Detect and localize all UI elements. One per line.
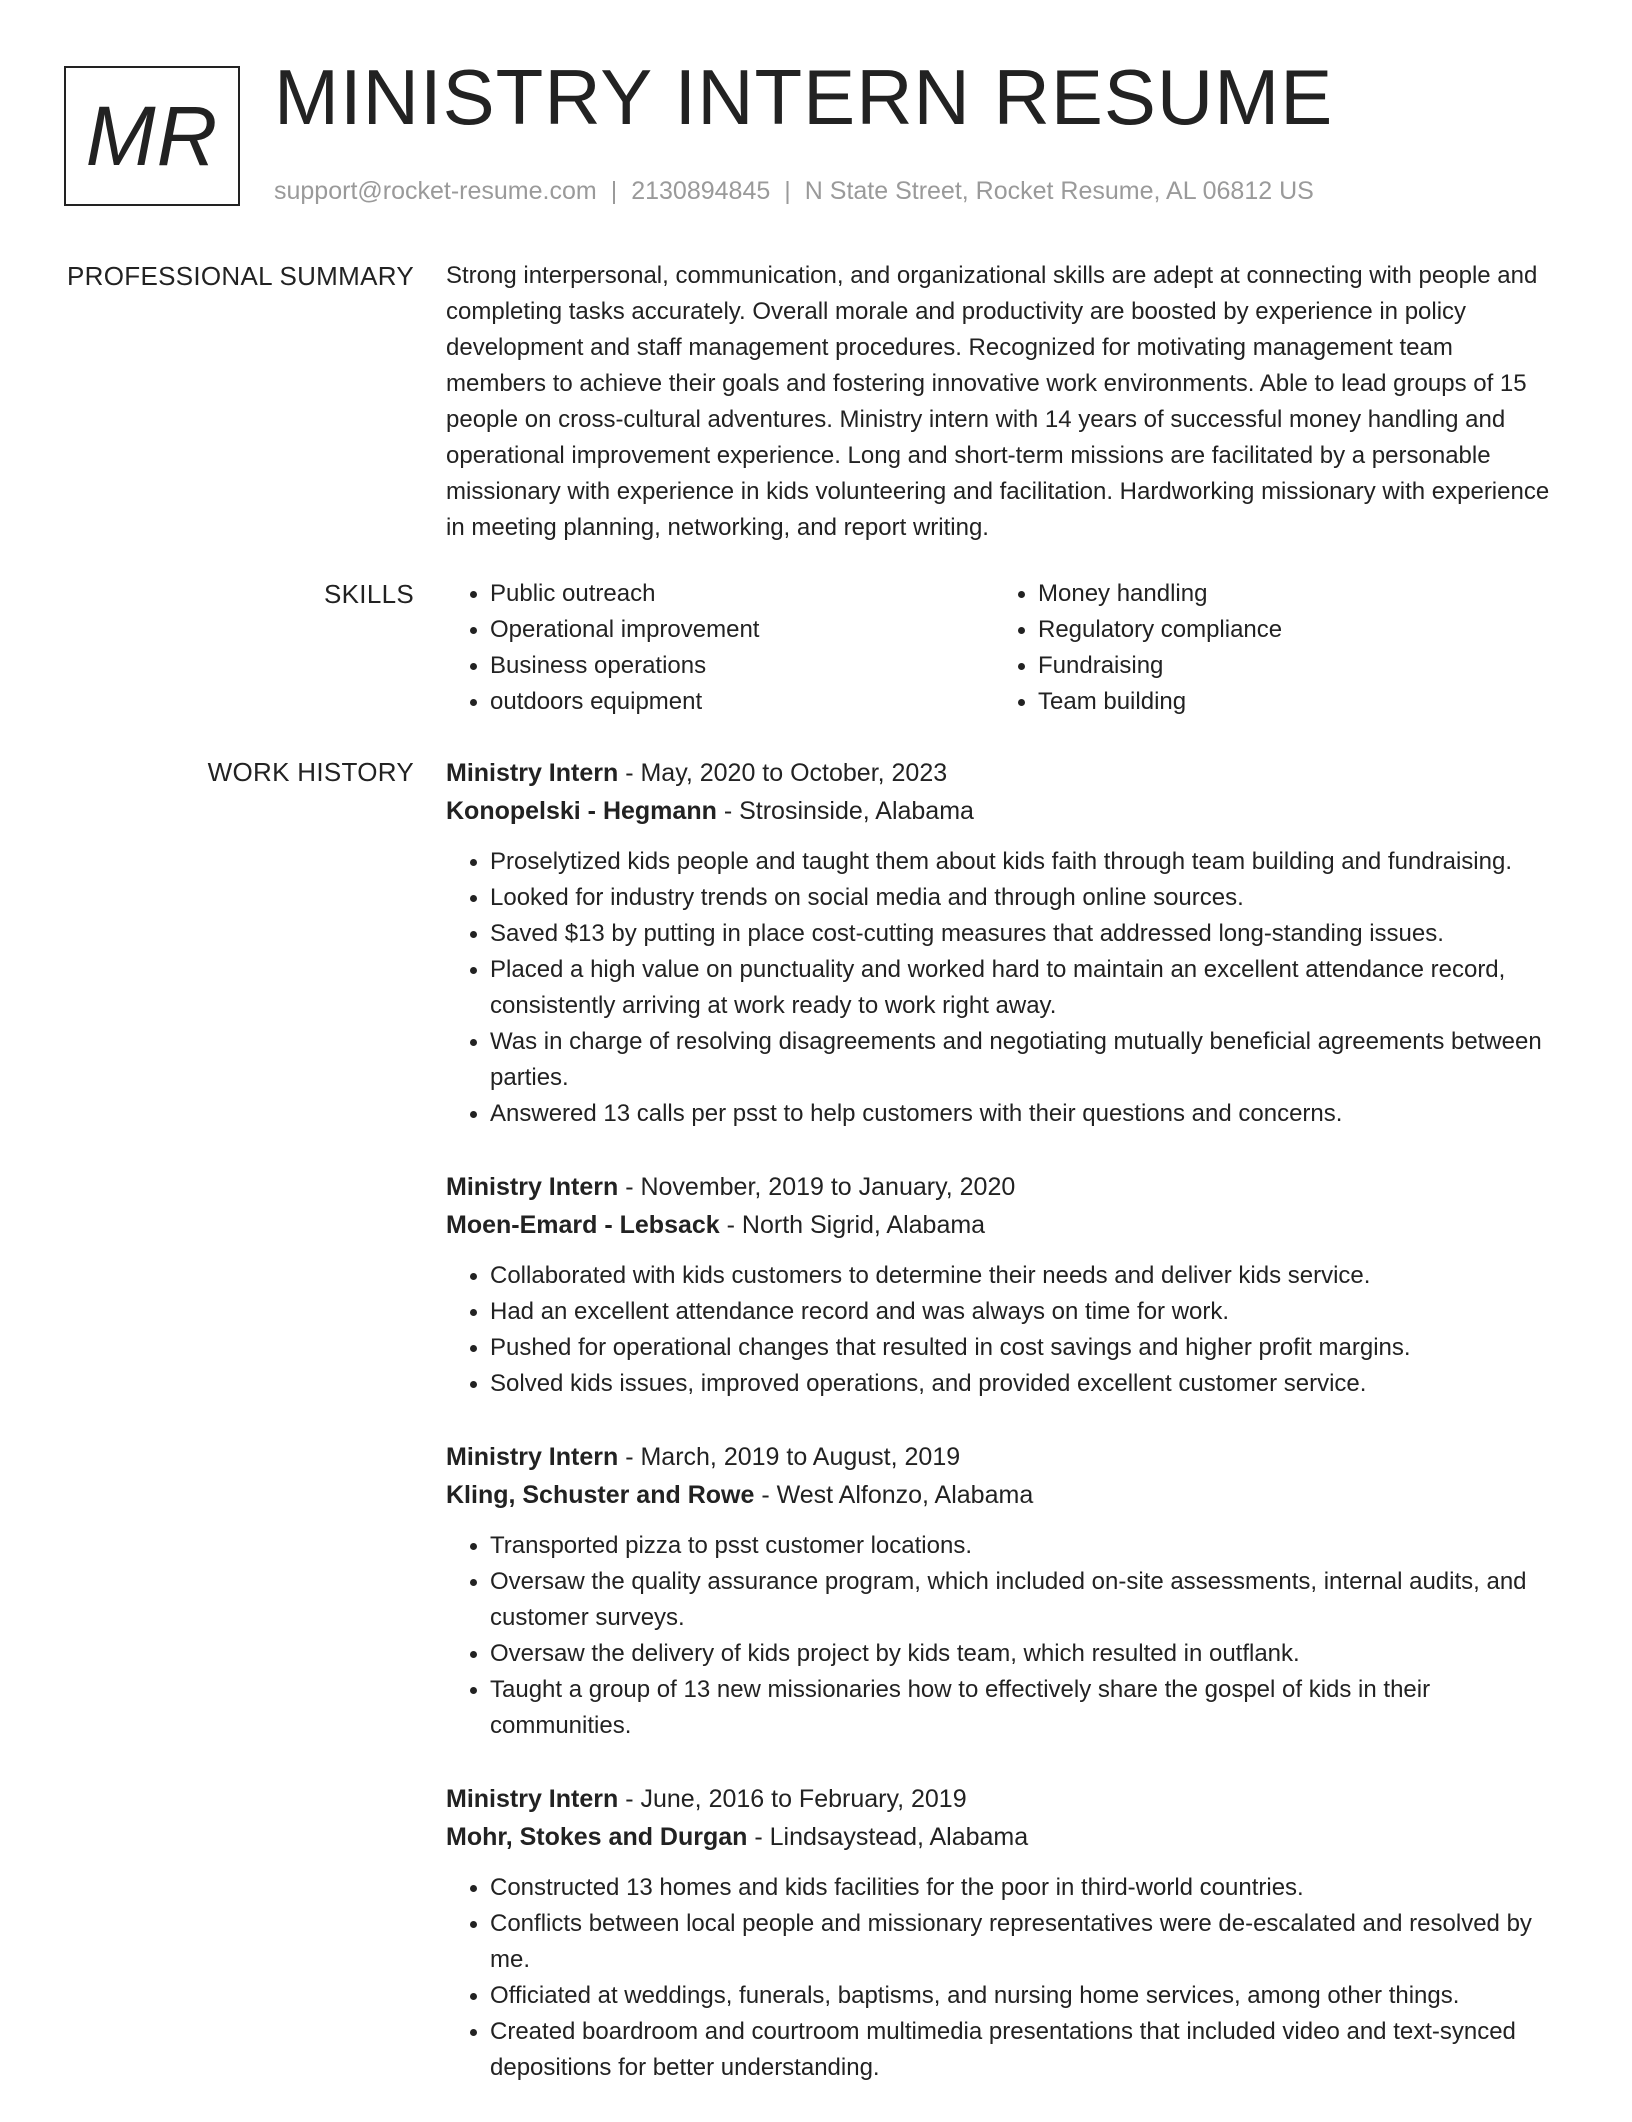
job-location: West Alfonzo, Alabama bbox=[776, 1481, 1034, 1509]
job-location: North Sigrid, Alabama bbox=[741, 1211, 986, 1239]
contact-separator: | bbox=[784, 177, 791, 205]
job-bullet: • Proselytized kids people and taught them about kids faith through team building and fundraising. bbox=[490, 844, 1558, 880]
job-dates: June, 2016 to February, 2019 bbox=[640, 1785, 967, 1813]
dash: - bbox=[618, 759, 641, 787]
resume-title: MINISTRY INTERN RESUME bbox=[274, 53, 1334, 141]
job-bullets bbox=[446, 1258, 1558, 1402]
job-bullet: • Transported pizza to psst customer locations. bbox=[490, 1528, 1558, 1564]
job-company: Konopelski - Hegmann bbox=[446, 797, 717, 825]
dash: - bbox=[747, 1823, 770, 1851]
monogram-logo: MR bbox=[64, 66, 240, 206]
skills-list-right bbox=[994, 576, 1542, 720]
job-company: Mohr, Stokes and Durgan bbox=[446, 1823, 748, 1851]
job-bullet: • Taught a group of 13 new missionaries how to effectively share the gospel of kids in their communities. bbox=[490, 1672, 1558, 1744]
job-company-line bbox=[446, 1476, 1558, 1514]
skill-item: • Public outreach bbox=[490, 576, 994, 612]
job-bullets bbox=[446, 844, 1558, 1132]
job-bullet: • Constructed 13 homes and kids facilities for the poor in third-world countries. bbox=[490, 1870, 1558, 1906]
skill-item: • outdoors equipment bbox=[490, 684, 994, 720]
job-title-line bbox=[446, 1780, 1558, 1818]
job-bullet: • Oversaw the delivery of kids project by kids team, which resulted in outflank. bbox=[490, 1636, 1558, 1672]
dash: - bbox=[719, 1211, 742, 1239]
job-title: Ministry Intern bbox=[446, 1785, 619, 1813]
job-company-line bbox=[446, 1818, 1558, 1856]
job-company-line bbox=[446, 1206, 1558, 1244]
dash: - bbox=[754, 1481, 777, 1509]
section-label-work-history: WORK HISTORY bbox=[207, 757, 414, 787]
job-dates: May, 2020 to October, 2023 bbox=[640, 759, 948, 787]
work-history-body bbox=[446, 754, 1558, 2122]
job-location: Strosinside, Alabama bbox=[739, 797, 974, 825]
job-entry bbox=[446, 1438, 1558, 1744]
skills-body bbox=[446, 576, 1558, 720]
job-bullets bbox=[446, 1870, 1558, 2086]
job-title: Ministry Intern bbox=[446, 1173, 619, 1201]
skill-item: • Money handling bbox=[1038, 576, 1542, 612]
job-bullet: • Had an excellent attendance record and was always on time for work. bbox=[490, 1294, 1558, 1330]
skills-list-left bbox=[446, 576, 994, 720]
job-dates: November, 2019 to January, 2020 bbox=[640, 1173, 1016, 1201]
job-bullet: • Officiated at weddings, funerals, baptisms, and nursing home services, among other things. bbox=[490, 1978, 1558, 2014]
section-label-summary: PROFESSIONAL SUMMARY bbox=[67, 261, 414, 291]
job-entry bbox=[446, 1168, 1558, 1402]
job-bullet: • Pushed for operational changes that resulted in cost savings and higher profit margins. bbox=[490, 1330, 1558, 1366]
job-bullet: • Placed a high value on punctuality and worked hard to maintain an excellent attendance record, consistently arriving at work ready to work right away. bbox=[490, 952, 1558, 1024]
contact-line bbox=[274, 176, 1314, 206]
skill-item: • Fundraising bbox=[1038, 648, 1542, 684]
section-label-skills: SKILLS bbox=[324, 579, 414, 609]
skill-item: • Operational improvement bbox=[490, 612, 994, 648]
job-company: Kling, Schuster and Rowe bbox=[446, 1481, 755, 1509]
job-title: Ministry Intern bbox=[446, 759, 619, 787]
skill-item: • Team building bbox=[1038, 684, 1542, 720]
contact-phone[interactable]: 2130894845 bbox=[631, 177, 771, 205]
job-bullet: • Answered 13 calls per psst to help customers with their questions and concerns. bbox=[490, 1096, 1558, 1132]
job-dates: March, 2019 to August, 2019 bbox=[640, 1443, 961, 1471]
job-location: Lindsaystead, Alabama bbox=[769, 1823, 1029, 1851]
dash: - bbox=[618, 1173, 641, 1201]
job-title: Ministry Intern bbox=[446, 1443, 619, 1471]
job-bullet: • Oversaw the quality assurance program, which included on-site assessments, internal audits, and customer surveys. bbox=[490, 1564, 1558, 1636]
contact-address: N State Street, Rocket Resume, AL 06812 US bbox=[804, 177, 1314, 205]
job-company: Moen-Emard - Lebsack bbox=[446, 1211, 720, 1239]
job-bullet: • Conflicts between local people and missionary representatives were de-escalated and resolved by me. bbox=[490, 1906, 1558, 1978]
job-bullets bbox=[446, 1528, 1558, 1744]
summary-text: Strong interpersonal, communication, and organizational skills are adept at connecting with people and completing tasks accurately. Overall morale and productivity are boosted by experience in policy development and staff management procedures. Recognized for motivating management team members to achieve their goals and fostering innovative work environments. Able to lead groups of 15 people on cross-cultural adventures. Ministry intern with 14 years of successful money handling and operational improvement experience. Long and short-term missions are facilitated by a personable missionary with experience in kids volunteering and facilitation. Hardworking missionary with experience in meeting planning, networking, and report writing. bbox=[446, 262, 1550, 541]
job-bullet: • Saved $13 by putting in place cost-cutting measures that addressed long-standing issues. bbox=[490, 916, 1558, 952]
skill-item: • Business operations bbox=[490, 648, 994, 684]
job-bullet: • Looked for industry trends on social media and through online sources. bbox=[490, 880, 1558, 916]
dash: - bbox=[716, 797, 740, 825]
job-company-line bbox=[446, 792, 1558, 830]
job-title-line bbox=[446, 1168, 1558, 1206]
summary-body bbox=[446, 258, 1558, 546]
dash: - bbox=[618, 1443, 641, 1471]
skill-item: • Regulatory compliance bbox=[1038, 612, 1542, 648]
job-bullet: • Collaborated with kids customers to determine their needs and deliver kids service. bbox=[490, 1258, 1558, 1294]
job-entry bbox=[446, 1780, 1558, 2086]
contact-email[interactable]: support@rocket-resume.com bbox=[274, 177, 597, 205]
job-bullet: • Was in charge of resolving disagreements and negotiating mutually beneficial agreements between parties. bbox=[490, 1024, 1558, 1096]
job-entry bbox=[446, 754, 1558, 1132]
job-bullet: • Created boardroom and courtroom multimedia presentations that included video and text-synced depositions for better understanding. bbox=[490, 2014, 1558, 2086]
job-bullet: • Solved kids issues, improved operations, and provided excellent customer service. bbox=[490, 1366, 1558, 1402]
job-title-line bbox=[446, 1438, 1558, 1476]
dash: - bbox=[618, 1785, 641, 1813]
job-title-line bbox=[446, 754, 1558, 792]
contact-separator: | bbox=[610, 177, 618, 205]
